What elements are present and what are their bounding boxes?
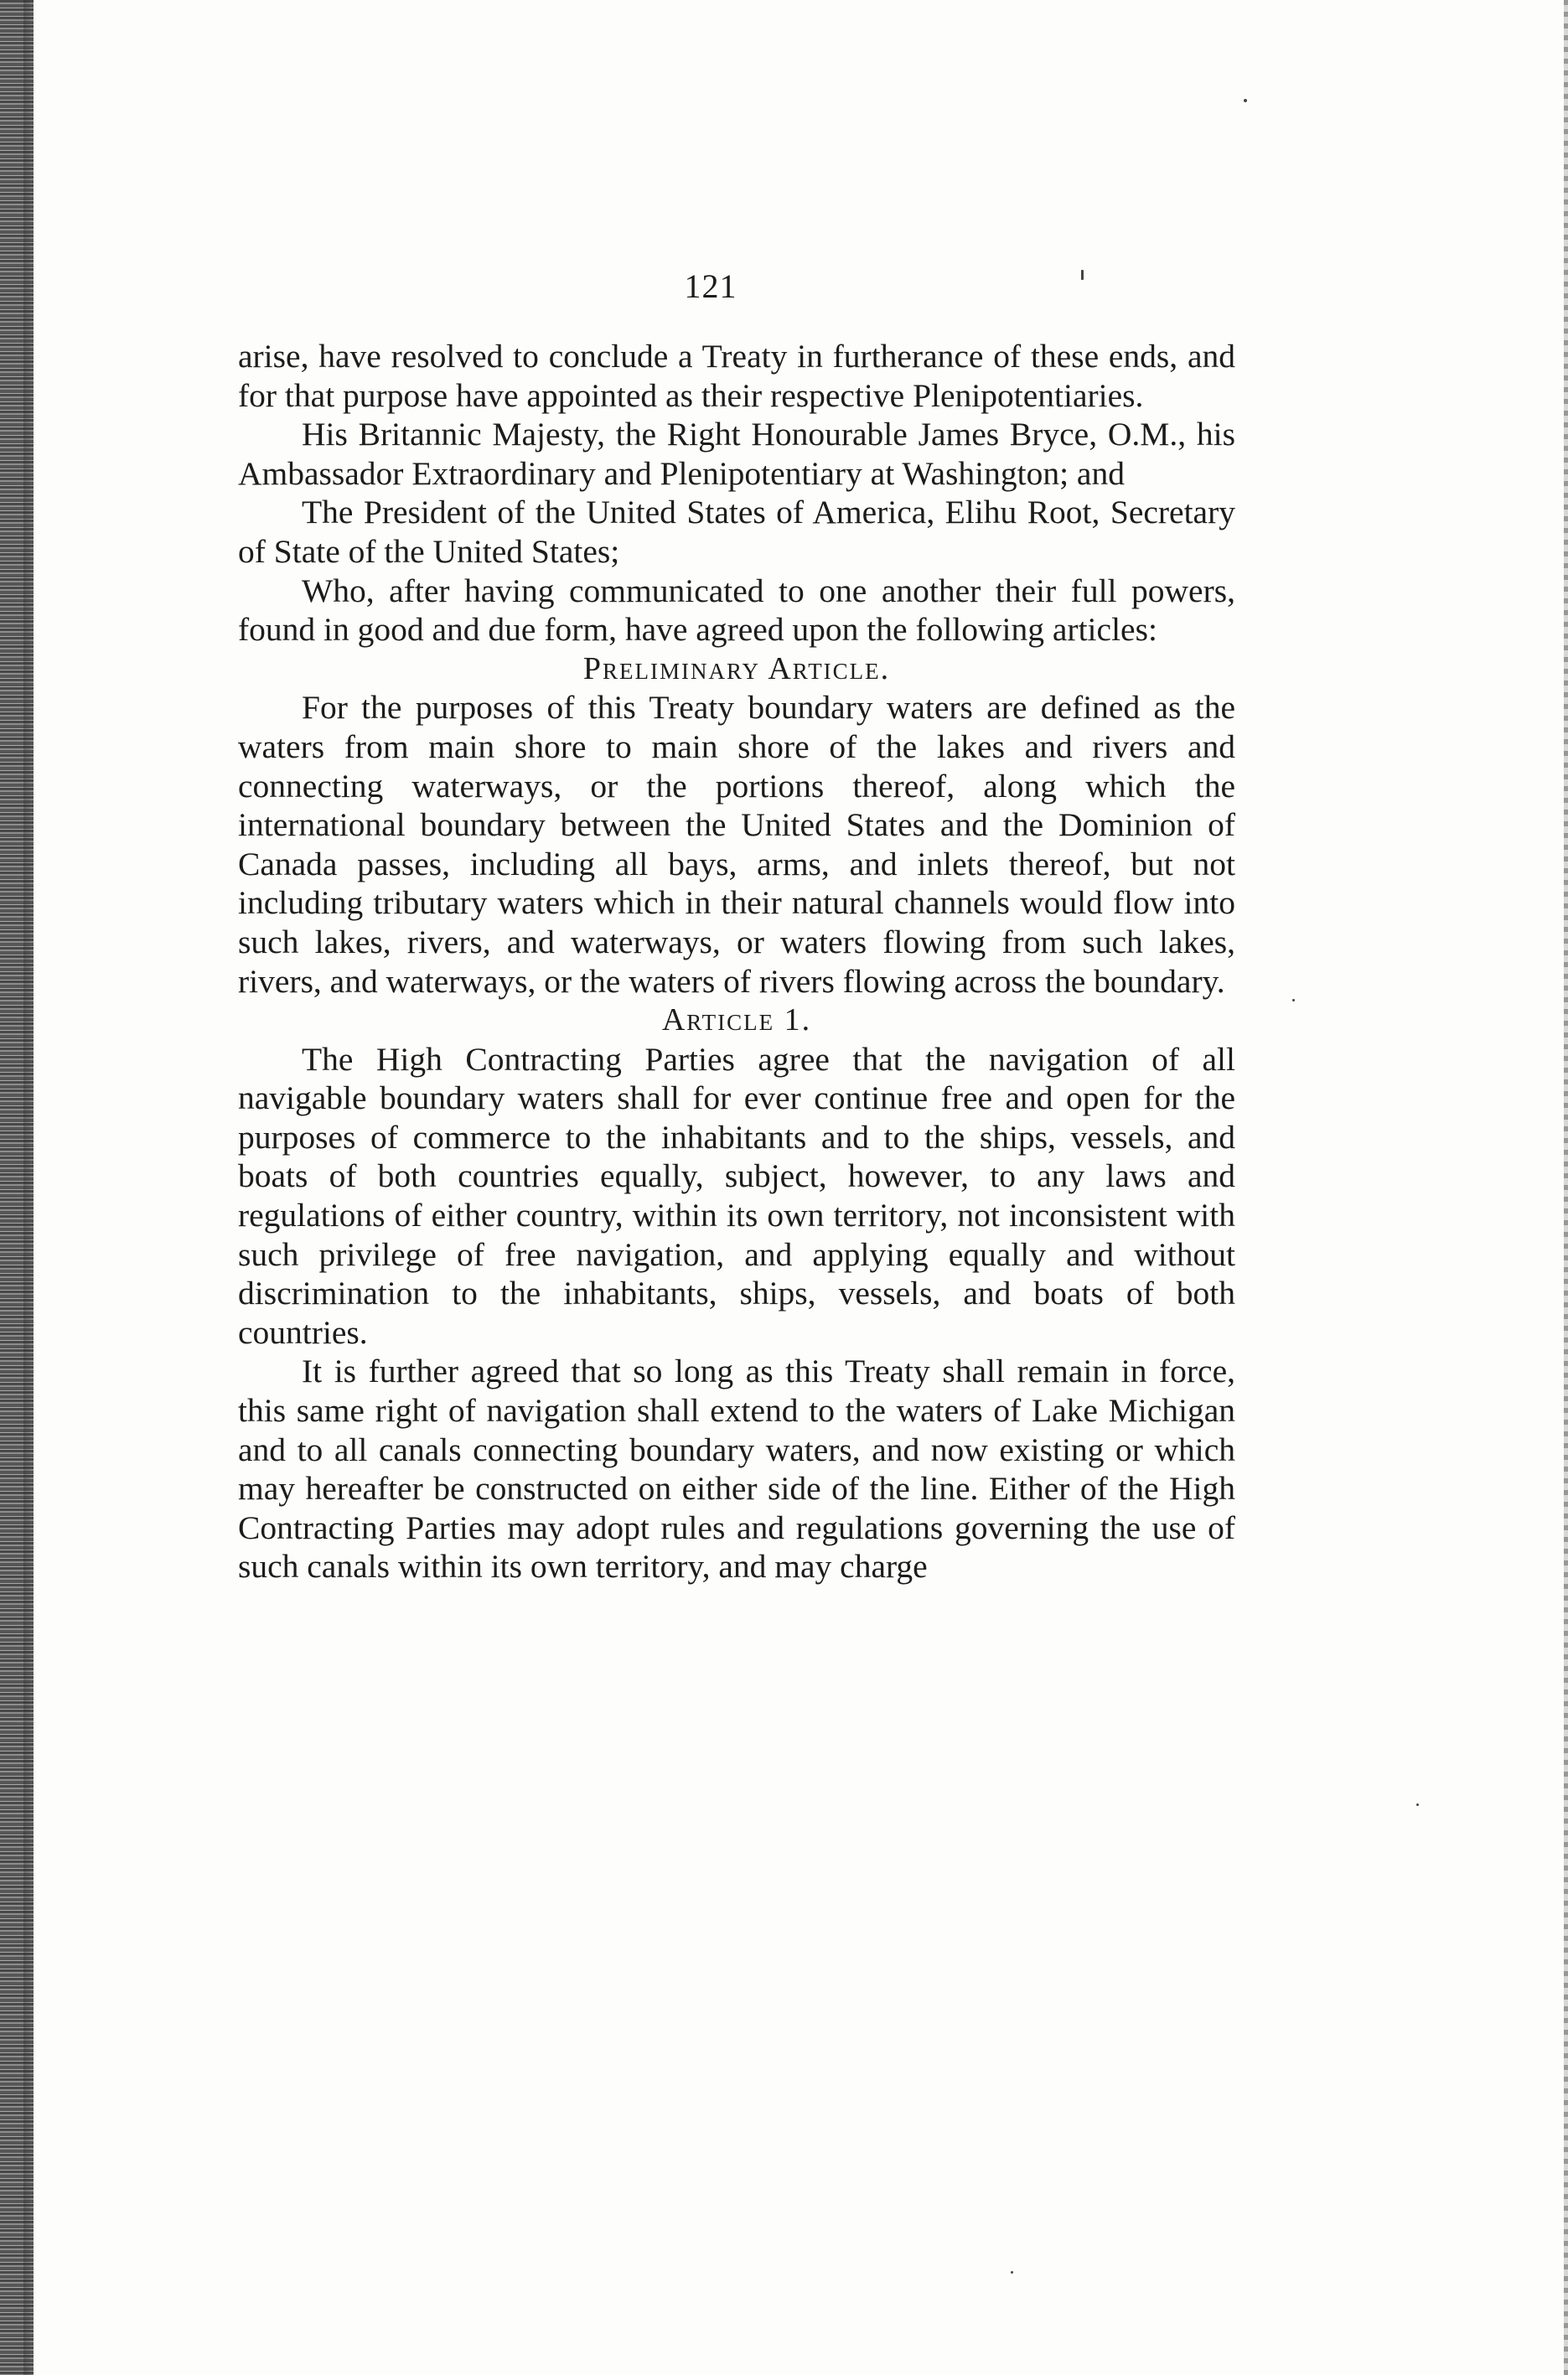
intro-paragraph: His Britannic Majesty, the Right Honourable James Bryce, O.M., his Ambassador Extraordinary and Plenipotentiary at Washington; and <box>238 416 1235 492</box>
page-number: 121 <box>684 267 737 305</box>
intro-paragraph: arise, have resolved to conclude a Treaty in furtherance of these ends, and for that purpose have appointed as their respective Plenipotentiaries. <box>238 338 1235 414</box>
scan-speck <box>1292 999 1295 1001</box>
article-1-heading: Article 1. <box>661 1002 812 1038</box>
page-right-edge <box>1564 0 1568 2375</box>
scan-speck <box>1416 1803 1419 1806</box>
treaty-text <box>238 337 1235 1586</box>
scan-speck <box>1244 99 1247 102</box>
intro-paragraph: Who, after having communicated to one another their full powers, found in good and due form, have agreed upon the following articles: <box>238 572 1235 649</box>
scan-speck <box>1081 270 1084 280</box>
scan-speck <box>1011 2271 1013 2274</box>
intro-paragraph: The President of the United States of America, Elihu Root, Secretary of State of the United States; <box>238 494 1235 570</box>
preliminary-article-heading: Preliminary Article. <box>582 650 891 686</box>
book-binding-edge <box>0 0 34 2375</box>
preliminary-article-text: For the purposes of this Treaty boundary waters are defined as the waters from main shore to main shore of the lakes and rivers and connecting waterways, or the portions thereof, along which the international boundary between the United States and the Dominion of Canada passes, including all bays, arms, and inlets thereof, but not including tributary waters which in their natural channels would flow into such lakes, rivers, and waterways, or waters flowing from such lakes, rivers, and waterways, or the waters of rivers flowing across the boundary. <box>238 689 1235 1000</box>
article-1-paragraph: The High Contracting Parties agree that the navigation of all navigable boundary waters shall for ever continue free and open for the purposes of commerce to the inhabitants and to the ships, vessels, and boats of both countries equally, subject, however, to any laws and regulations of either country, within its own territory, not inconsistent with such privilege of free navigation, and applying equally and without discrimination to the inhabitants, ships, vessels, and boats of both countries. <box>238 1040 1235 1351</box>
article-1-paragraph: It is further agreed that so long as this Treaty shall remain in force, this same right of navigation shall extend to the waters of Lake Michigan and to all canals connecting boundary waters, and now existing or which may hereafter be constructed on either side of the line. Either of the High Contracting Parties may adopt rules and regulations governing the use of such canals within its own territory, and may charge <box>238 1353 1235 1586</box>
